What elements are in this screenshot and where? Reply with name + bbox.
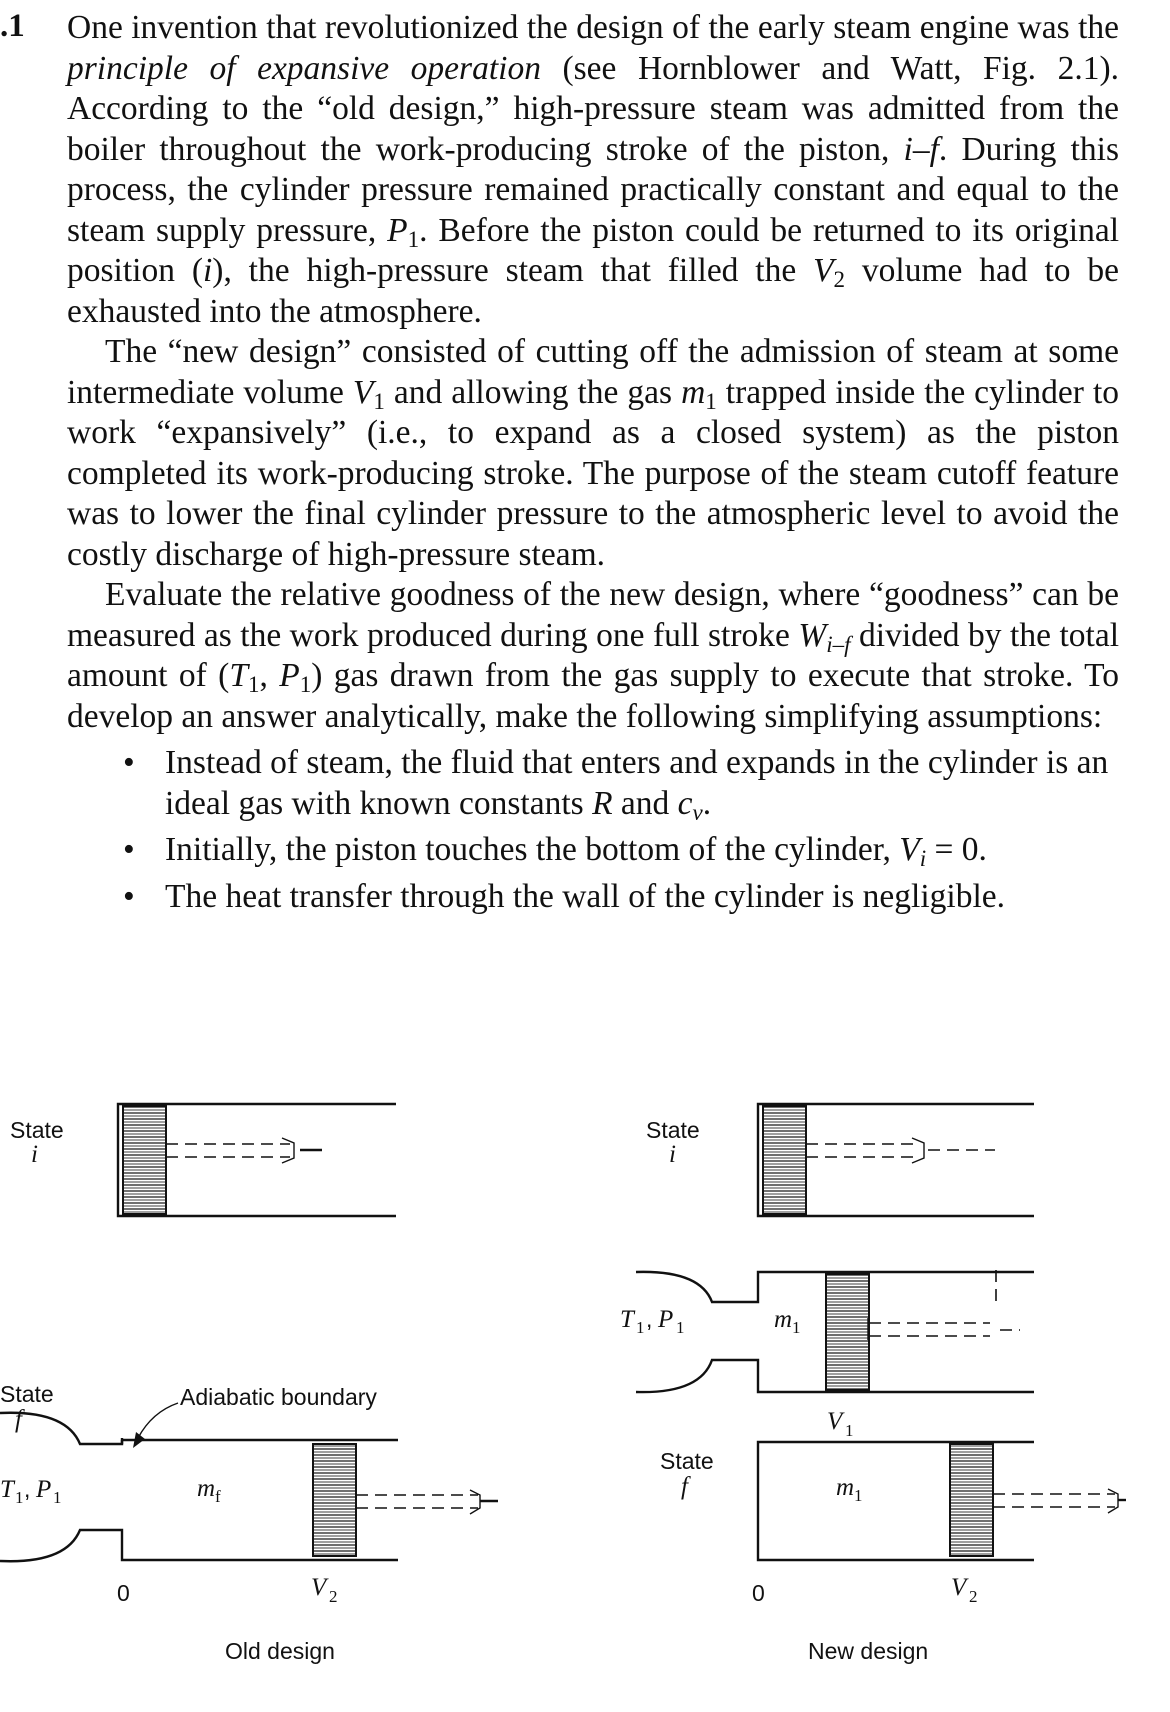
old-adiabatic-label: Adiabatic boundary — [180, 1384, 377, 1410]
new-supply-T: T — [620, 1306, 634, 1333]
new-cutoff-v1: V — [827, 1408, 843, 1435]
new-state-i-cylinder — [758, 1104, 1034, 1216]
bullet-icon: • — [123, 877, 135, 915]
paragraph-1: One invention that revolutionized the design of the early steam engine was the principle of expansive operation (see Hornblower and Watt, Fig. 2.1). According to the “old design,” high-pressure steam was admitted from the boiler throughout the work-producing stroke of the piston, i–f. During this process, the cylinder pressure remained practically constant and equal to the steam supply pressure, $P_1$. Before the piston could be returned to its original position (i), the high-pressure steam that filled the $V_2$ volume had to be exhausted into the atmosphere. — [67, 9, 1120, 330]
new-design-diagram — [620, 1104, 1126, 1664]
problem-text — [67, 8, 1119, 923]
old-state-f-cylinder — [0, 1413, 498, 1561]
paragraph-2: The “new design” consisted of cutting off the admission of steam at some intermediate volume $V_1$ and allowing the gas $m_1$ trapped inside the cylinder to work “expansively” (i.e., to expand as a closed system) as the piston completed its work-producing stroke. The purpose of the steam cutoff feature was to lower the final cylinder pressure to the atmospheric level to avoid the costly discharge of high-pressure steam. — [67, 333, 1120, 573]
assumption-item: • Initially, the piston touches the bottom of the cylinder, $V_i = 0$. — [123, 831, 987, 871]
svg-text:2: 2 — [969, 1587, 978, 1606]
comma-separator: , — [646, 1306, 653, 1332]
old-design-diagram — [0, 1104, 498, 1664]
bullet-icon: • — [123, 831, 135, 868]
svg-text:1: 1 — [792, 1318, 801, 1337]
new-state-f-label: State — [660, 1448, 714, 1474]
new-cutoff-mass: m — [774, 1306, 793, 1333]
old-supply-P: P — [36, 1476, 52, 1503]
new-volume-zero: 0 — [752, 1580, 765, 1606]
old-state-f-symbol: f — [15, 1406, 22, 1433]
svg-text:1: 1 — [15, 1488, 24, 1507]
new-state-f-symbol: f — [681, 1473, 688, 1500]
old-mass-label: m — [197, 1475, 216, 1502]
old-state-i-cylinder — [118, 1104, 396, 1216]
new-state-f-piston — [950, 1444, 993, 1556]
svg-text:1: 1 — [676, 1318, 685, 1337]
new-state-i-label: State — [646, 1117, 700, 1143]
new-design-caption: New design — [808, 1638, 929, 1664]
paragraph-3: Evaluate the relative goodness of the new design, where “goodness” can be measured as the work produced during one full stroke $W_{i-f}$ divided by the total amount of ($T_1$, $P_1$) gas drawn from the gas supply to execute that stroke. To develop an answer analytically, make the following simplifying assumptions: — [67, 576, 1120, 735]
problem-number: .1 — [0, 8, 25, 44]
old-state-i-piston — [123, 1106, 166, 1214]
assumption-item: • Instead of steam, the fluid that enters and expands in the cylinder is an ideal gas with known constants R and $c_v$. — [123, 744, 1109, 825]
old-volume-zero: 0 — [117, 1580, 130, 1606]
svg-text:1: 1 — [854, 1486, 863, 1505]
comma-separator: , — [24, 1476, 31, 1502]
assumption-list — [67, 743, 1119, 917]
bullet-icon: • — [123, 744, 135, 781]
svg-text:f: f — [215, 1487, 221, 1506]
svg-text:2: 2 — [329, 1587, 338, 1606]
old-adiabatic-arrow — [138, 1403, 178, 1438]
svg-text:1: 1 — [845, 1421, 854, 1440]
old-state-f-piston — [313, 1444, 356, 1556]
svg-text:1: 1 — [53, 1488, 62, 1507]
new-state-f-mass: m — [836, 1474, 855, 1501]
old-state-i-label: State — [10, 1117, 64, 1143]
new-cutoff-piston — [826, 1274, 869, 1390]
old-supply-T: T — [0, 1476, 14, 1503]
old-design-caption: Old design — [225, 1638, 335, 1664]
new-state-i-symbol: i — [669, 1141, 676, 1168]
new-supply-P: P — [658, 1306, 674, 1333]
new-volume-v2: V — [951, 1574, 967, 1601]
old-state-f-label: State — [0, 1381, 54, 1407]
svg-text:1: 1 — [636, 1318, 645, 1337]
new-cutoff-cylinder — [636, 1270, 1034, 1392]
new-state-i-piston — [763, 1106, 806, 1214]
old-state-i-symbol: i — [31, 1141, 38, 1168]
figure-p1-1 — [0, 1040, 1170, 1712]
old-volume-v2: V — [311, 1574, 327, 1601]
assumption-item: • The heat transfer through the wall of the cylinder is negligible. — [123, 877, 1119, 918]
new-state-f-cylinder — [758, 1442, 1126, 1560]
